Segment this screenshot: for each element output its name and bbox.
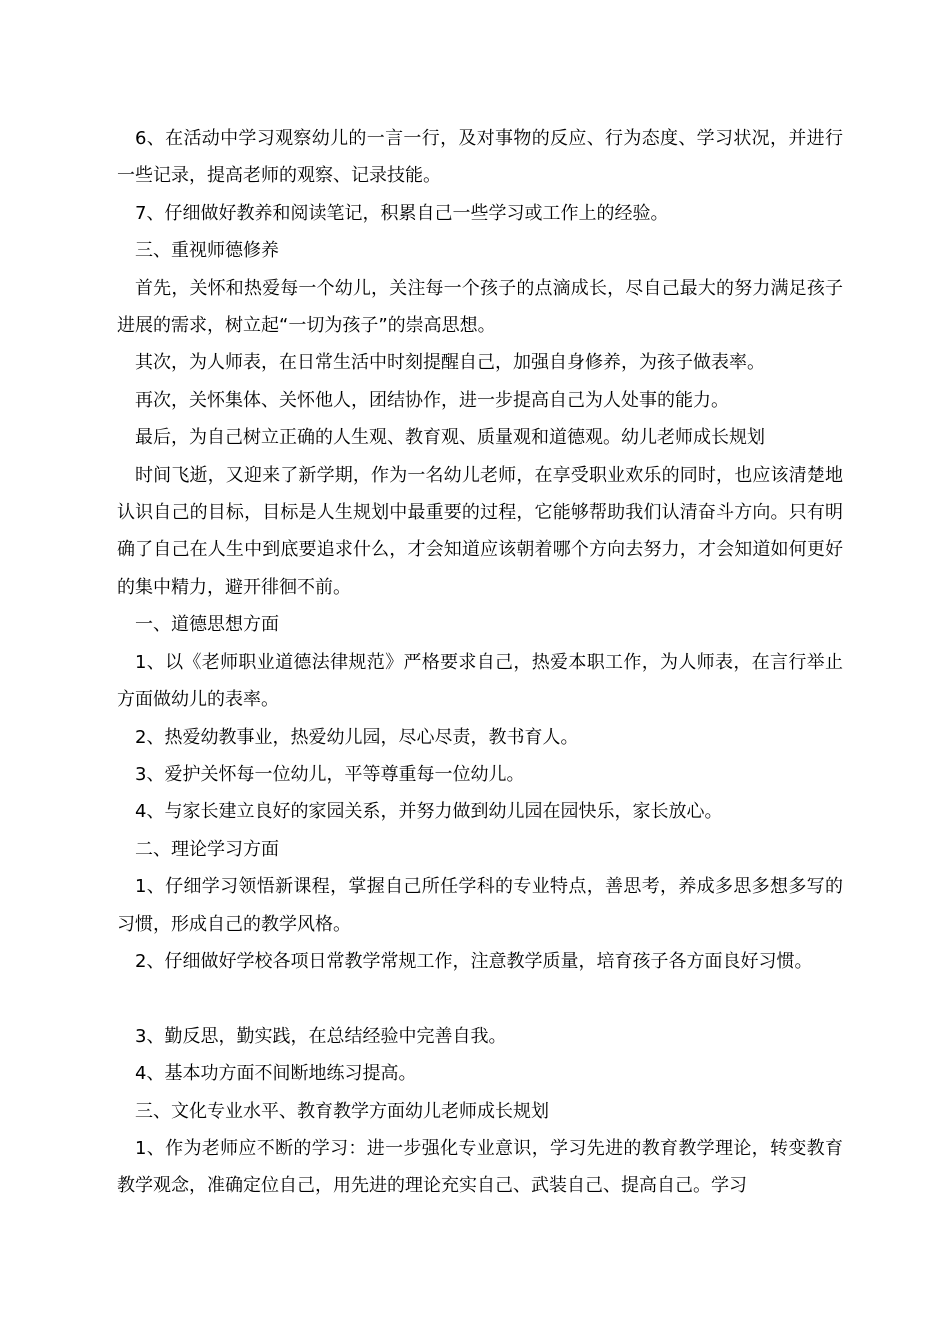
paragraph: 1、以《老师职业道德法律规范》严格要求自己，热爱本职工作，为人师表，在言行举止方面做幼儿的表率。 (117, 651, 843, 711)
section-heading: 二、理论学习方面 (135, 838, 279, 860)
paragraph: 4、基本功方面不间断地练习提高。 (135, 1063, 417, 1085)
paragraph: 6、在活动中学习观察幼儿的一言一行，及对事物的反应、行为态度、学习状况，并进行一些记录，提高老师的观察、记录技能。 (117, 128, 843, 187)
paragraph: 2、仔细做好学校各项日常教学常规工作，注意教学质量，培育孩子各方面良好习惯。 (135, 950, 813, 972)
paragraph: 2、热爱幼教事业，热爱幼儿园，尽心尽责，教书育人。 (135, 726, 579, 748)
paragraph: 3、爱护关怀每一位幼儿，平等尊重每一位幼儿。 (135, 763, 525, 785)
blank-line (117, 980, 843, 1017)
paragraph: 1、仔细学习领悟新课程，掌握自己所任学科的专业特点，善思考，养成多思多想多写的习惯，形成自己的教学风格。 (117, 876, 843, 935)
section-heading: 三、重视师德修养 (135, 240, 279, 262)
paragraph: 1、作为老师应不断的学习：进一步强化专业意识，学习先进的教育教学理论，转变教育教学观念，准确定位自己，用先进的理论充实自己、武装自己、提高自己。学习 (117, 1137, 843, 1197)
paragraph: 其次，为人师表，在日常生活中时刻提醒自己，加强自身修养，为孩子做表率。 (135, 352, 765, 374)
paragraph: 时间飞逝，又迎来了新学期，作为一名幼儿老师，在享受职业欢乐的同时，也应该清楚地认识自己的目标，目标是人生规划中最重要的过程，它能够帮助我们认清奋斗方向。只有明确了自己在人生中到底要追求什么，才会知道应该朝着哪个方向去努力，才会知道如何更好的集中精力，避开徘徊不前。 (117, 464, 843, 598)
section-heading: 三、文化专业水平、教育教学方面幼儿老师成长规划 (135, 1100, 549, 1122)
section-heading: 一、道德思想方面 (135, 614, 279, 636)
paragraph: 3、勤反思，勤实践，在总结经验中完善自我。 (135, 1025, 507, 1047)
paragraph: 7、仔细做好教养和阅读笔记，积累自己一些学习或工作上的经验。 (135, 202, 669, 224)
paragraph: 最后，为自己树立正确的人生观、教育观、质量观和道德观。幼儿老师成长规划 (135, 427, 765, 449)
paragraph: 4、与家长建立良好的家园关系，并努力做到幼儿园在园快乐，家长放心。 (135, 801, 723, 823)
paragraph: 再次，关怀集体、关怀他人，团结协作，进一步提高自己为人处事的能力。 (135, 389, 729, 411)
document-body (117, 120, 843, 1205)
paragraph: 首先，关怀和热爱每一个幼儿，关注每一个孩子的点滴成长，尽自己最大的努力满足孩子进展的需求，树立起“一切为孩子”的崇高思想。 (117, 277, 843, 337)
